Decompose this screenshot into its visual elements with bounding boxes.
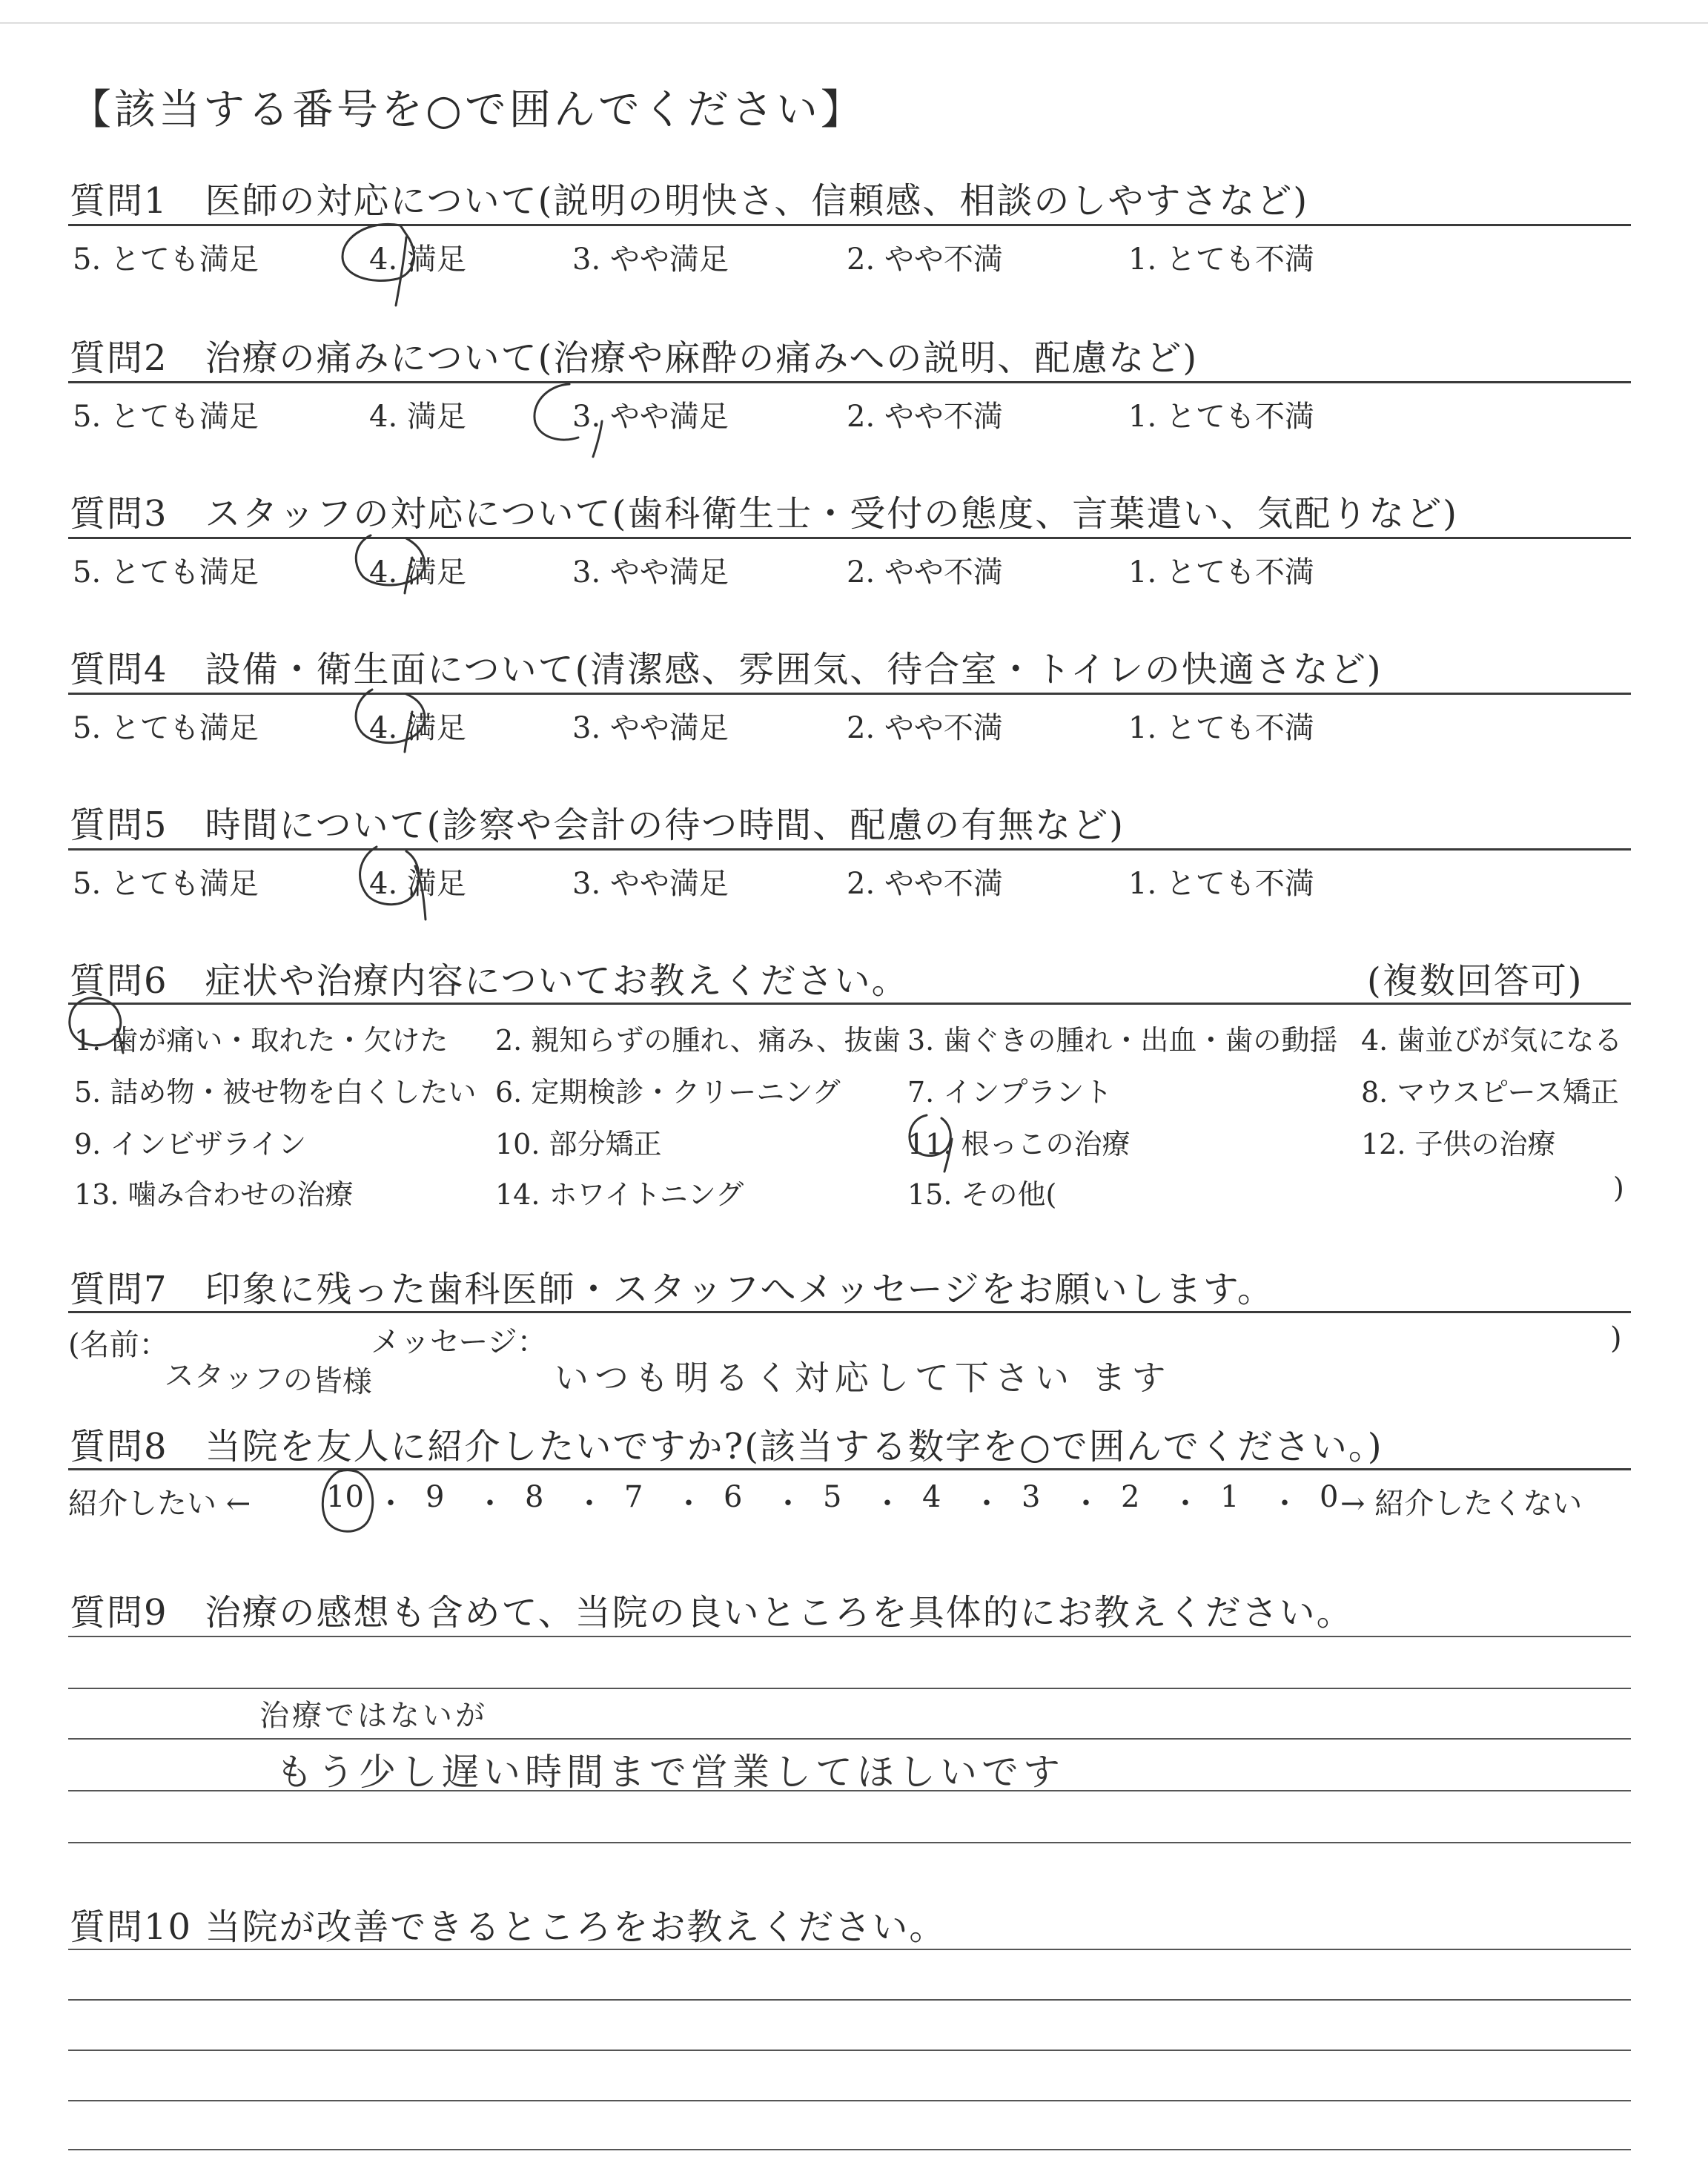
q10-line-3 xyxy=(68,2050,1631,2051)
question-2-rule xyxy=(68,381,1631,383)
question-7-rule xyxy=(68,1311,1631,1313)
q1-option-4[interactable]: 4. 満足 xyxy=(369,242,466,277)
question-5-rule xyxy=(68,848,1631,851)
q5-option-2[interactable]: 2. やや不満 xyxy=(847,867,1003,901)
q6-option-2[interactable]: 2. 親知らずの腫れ、痛み、抜歯 xyxy=(495,1024,901,1057)
q10-line-1 xyxy=(68,1949,1631,1950)
q7-handwritten-name[interactable]: スタッフの皆様 xyxy=(164,1358,373,1400)
q8-scale-value[interactable]: 5 xyxy=(823,1480,842,1514)
q6-option-12[interactable]: 12. 子供の治療 xyxy=(1361,1128,1556,1160)
question-4-rule xyxy=(68,693,1631,695)
q5-option-1[interactable]: 1. とても不満 xyxy=(1128,867,1314,901)
q6-option-15-close-paren: ) xyxy=(1613,1172,1624,1204)
q6-option-4[interactable]: 4. 歯並びが気になる xyxy=(1361,1024,1623,1057)
q4-option-3[interactable]: 3. やや満足 xyxy=(572,711,729,745)
q5-option-4[interactable]: 4. 満足 xyxy=(369,867,466,901)
q1-option-3[interactable]: 3. やや満足 xyxy=(572,242,729,277)
q8-scale-separator: ・ xyxy=(873,1487,902,1521)
q8-scale-value[interactable]: 0 xyxy=(1320,1480,1339,1514)
q8-scale-value[interactable]: 2 xyxy=(1121,1480,1140,1514)
q6-option-11[interactable]: 11. 根っこの治療 xyxy=(907,1128,1131,1160)
q2-option-2[interactable]: 2. やや不満 xyxy=(847,400,1003,434)
q2-option-4[interactable]: 4. 満足 xyxy=(369,400,466,434)
question-6-note: (複数回答可) xyxy=(1367,960,1583,1002)
q3-option-4[interactable]: 4. 満足 xyxy=(369,555,466,589)
q8-scale-value[interactable]: 8 xyxy=(525,1480,544,1514)
q8-scale-separator: ・ xyxy=(575,1487,604,1521)
question-8-title: 質問8 当院を友人に紹介したいですか?(該当する数字を○で囲んでください。) xyxy=(70,1426,1383,1467)
q8-scale-separator: ・ xyxy=(1171,1487,1200,1521)
q4-option-2[interactable]: 2. やや不満 xyxy=(847,711,1003,745)
q1-option-1[interactable]: 1. とても不満 xyxy=(1128,242,1314,277)
q9-handwritten-line-1[interactable]: 治療ではないが xyxy=(259,1699,488,1733)
q4-option-5[interactable]: 5. とても満足 xyxy=(73,711,259,745)
question-5-title: 質問5 時間について(診察や会計の待つ時間、配慮の有無など) xyxy=(70,805,1125,846)
q7-message-label: メッセージ： xyxy=(371,1325,547,1359)
q8-scale xyxy=(326,1480,1349,1520)
q6-option-6[interactable]: 6. 定期検診・クリーニング xyxy=(495,1076,841,1109)
question-2-title: 質問2 治療の痛みについて(治療や麻酔の痛みへの説明、配慮など) xyxy=(70,337,1199,379)
q5-option-3[interactable]: 3. やや満足 xyxy=(572,867,729,901)
q10-line-5 xyxy=(68,2149,1631,2150)
question-4-title: 質問4 設備・衛生面について(清潔感、雰囲気、待合室・トイレの快適さなど) xyxy=(70,649,1383,690)
q6-option-5[interactable]: 5. 詰め物・被せ物を白くしたい xyxy=(74,1076,477,1109)
q6-option-13[interactable]: 13. 噛み合わせの治療 xyxy=(74,1178,354,1211)
q2-option-1[interactable]: 1. とても不満 xyxy=(1128,400,1314,434)
q6-option-1[interactable]: 1. 歯が痛い・取れた・欠けた xyxy=(74,1024,448,1057)
q8-scale-separator: ・ xyxy=(972,1487,1002,1521)
q1-option-2[interactable]: 2. やや不満 xyxy=(847,242,1003,277)
q8-scale-value[interactable]: 9 xyxy=(426,1480,445,1514)
q4-option-1[interactable]: 1. とても不満 xyxy=(1128,711,1314,745)
q6-option-7[interactable]: 7. インプラント xyxy=(907,1076,1113,1109)
q10-line-4 xyxy=(68,2100,1631,2101)
q6-option-9[interactable]: 9. インビザライン xyxy=(74,1128,307,1160)
q7-close-paren: ) xyxy=(1610,1321,1622,1355)
question-8-rule xyxy=(68,1468,1631,1470)
question-10-title: 質問10 当院が改善できるところをお教えください。 xyxy=(70,1906,947,1948)
q3-option-2[interactable]: 2. やや不満 xyxy=(847,555,1003,589)
q8-scale-value[interactable]: 3 xyxy=(1022,1480,1041,1514)
q8-scale-value[interactable]: 10 xyxy=(326,1480,364,1514)
q1-option-5[interactable]: 5. とても満足 xyxy=(73,242,259,277)
q8-scale-separator: ・ xyxy=(773,1487,803,1521)
q2-option-3[interactable]: 3. やや満足 xyxy=(572,400,729,434)
q8-scale-value[interactable]: 6 xyxy=(724,1480,743,1514)
q9-handwritten-line-2[interactable]: もう少し遅い時間まで営業してほしいです xyxy=(276,1751,1065,1794)
q10-line-2 xyxy=(68,1999,1631,2001)
q9-line-5 xyxy=(68,1842,1631,1843)
q8-right-label: → 紹介したくない xyxy=(1340,1487,1583,1521)
q8-left-label: 紹介したい ← xyxy=(68,1487,251,1521)
q2-option-5[interactable]: 5. とても満足 xyxy=(73,400,259,434)
q9-line-2 xyxy=(68,1688,1631,1689)
q8-scale-value[interactable]: 4 xyxy=(922,1480,941,1514)
form-heading: 【該当する番号を○で囲んでください】 xyxy=(70,86,865,134)
q6-option-10[interactable]: 10. 部分矯正 xyxy=(495,1128,662,1160)
question-6-title: 質問6 症状や治療内容についてお教えください。 xyxy=(70,960,909,1002)
q8-scale-value[interactable]: 7 xyxy=(624,1480,643,1514)
q8-scale-value[interactable]: 1 xyxy=(1220,1480,1239,1514)
q6-option-14[interactable]: 14. ホワイトニング xyxy=(495,1178,744,1211)
page-top-edge xyxy=(0,22,1708,24)
question-7-title: 質問7 印象に残った歯科医師・スタッフへメッセージをお願いします。 xyxy=(70,1269,1274,1310)
q8-scale-separator: ・ xyxy=(1071,1487,1101,1521)
question-3-title: 質問3 スタッフの対応について(歯科衛生士・受付の態度、言葉遣い、気配りなど) xyxy=(70,493,1459,535)
q8-scale-separator: ・ xyxy=(475,1487,505,1521)
q9-line-1 xyxy=(68,1636,1631,1637)
question-3-rule xyxy=(68,537,1631,539)
question-1-title: 質問1 医師の対応について(説明の明快さ、信頼感、相談のしやすさなど) xyxy=(70,180,1309,222)
q5-option-5[interactable]: 5. とても満足 xyxy=(73,867,259,901)
q6-option-15[interactable]: 15. その他( xyxy=(907,1178,1057,1211)
q6-option-3[interactable]: 3. 歯ぐきの腫れ・出血・歯の動揺 xyxy=(907,1024,1338,1057)
question-6-rule xyxy=(68,1003,1631,1005)
q8-scale-separator: ・ xyxy=(1270,1487,1300,1521)
question-9-title: 質問9 治療の感想も含めて、当院の良いところを具体的にお教えください。 xyxy=(70,1592,1354,1634)
q7-handwritten-message[interactable]: いつも明るく対応して下さい ます xyxy=(555,1358,1172,1398)
q3-option-3[interactable]: 3. やや満足 xyxy=(572,555,729,589)
q7-name-label: (名前： xyxy=(68,1328,169,1362)
q6-option-8[interactable]: 8. マウスピース矯正 xyxy=(1361,1076,1619,1109)
q3-option-5[interactable]: 5. とても満足 xyxy=(73,555,259,589)
q8-scale-separator: ・ xyxy=(674,1487,704,1521)
q4-option-4[interactable]: 4. 満足 xyxy=(369,711,466,745)
q8-scale-separator: ・ xyxy=(376,1487,406,1521)
q9-line-3 xyxy=(68,1738,1631,1740)
question-1-rule xyxy=(68,224,1631,226)
q3-option-1[interactable]: 1. とても不満 xyxy=(1128,555,1314,589)
